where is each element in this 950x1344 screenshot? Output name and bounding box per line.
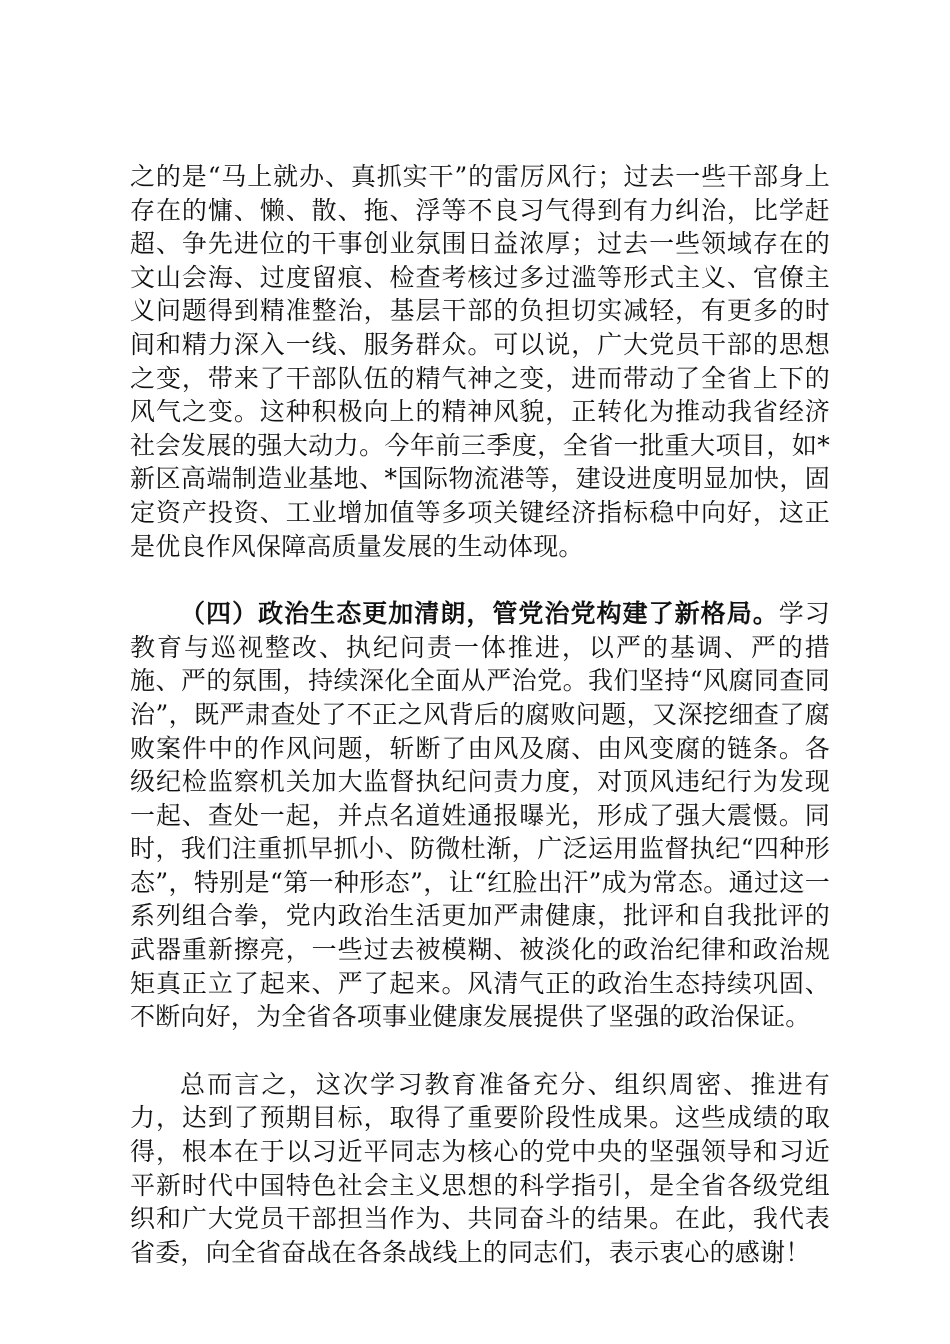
section-4-heading: （四）政治生态更加清朗，管党治党构建了新格局。 (180, 599, 779, 629)
paragraph-gap (130, 1034, 830, 1068)
summary-text: 总而言之，这次学习教育准备充分、组织周密、推进有力，达到了预期目标，取得了重要阶段性成果。这些成绩的取得，根本在于以习近平同志为核心的党中央的坚强领导和习近平新时代中国特色社会主义思想的科学指引，是全省各级党组织和广大党员干部担当作为、共同奋斗的结果。在此，我代表省委，向全省奋战在各条战线上的同志们，表示衷心的感谢！ (130, 1069, 830, 1267)
paragraph-continuation (130, 160, 830, 563)
paragraph-text: 之的是“马上就办、真抓实干”的雷厉风行；过去一些干部身上存在的慵、懒、散、拖、浮等不良习气得到有力纠治，比学赶超、争先进位的干事创业氛围日益浓厚；过去一些领域存在的文山会海、过度留痕、检查考核过多过滥等形式主义、官僚主义问题得到精准整治，基层干部的负担切实减轻，有更多的时间和精力深入一线、服务群众。可以说，广大党员干部的思想之变，带来了干部队伍的精气神之变，进而带动了全省上下的风气之变。这种积极向上的精神风貌，正转化为推动我省经济社会发展的强大动力。今年前三季度，全省一批重大项目，如*新区高端制造业基地、*国际物流港等，建设进度明显加快，固定资产投资、工业增加值等多项关键经济指标稳中向好，这正是优良作风保障高质量发展的生动体现。 (130, 162, 830, 561)
paragraph-gap (130, 563, 830, 597)
document-body (130, 160, 830, 1269)
summary-paragraph (130, 1068, 830, 1270)
section-4-paragraph (130, 597, 830, 1034)
section-4-body: 学习教育与巡视整改、执纪问责一体推进，以严的基调、严的措施、严的氛围，持续深化全面从严治党。我们坚持“风腐同查同治”，既严肃查处了不正之风背后的腐败问题，又深挖细查了腐败案件中的作风问题，斩断了由风及腐、由风变腐的链条。各级纪检监察机关加大监督执纪问责力度，对顶风违纪行为发现一起、查处一起，并点名道姓通报曝光，形成了强大震慑。同时，我们注重抓早抓小、防微杜渐，广泛运用监督执纪“四种形态”，特别是“第一种形态”，让“红脸出汗”成为常态。通过这一系列组合拳，党内政治生活更加严肃健康，批评和自我批评的武器重新擦亮，一些过去被模糊、被淡化的政治纪律和政治规矩真正立了起来、严了起来。风清气正的政治生态持续巩固、不断向好，为全省各项事业健康发展提供了坚强的政治保证。 (130, 599, 830, 1032)
